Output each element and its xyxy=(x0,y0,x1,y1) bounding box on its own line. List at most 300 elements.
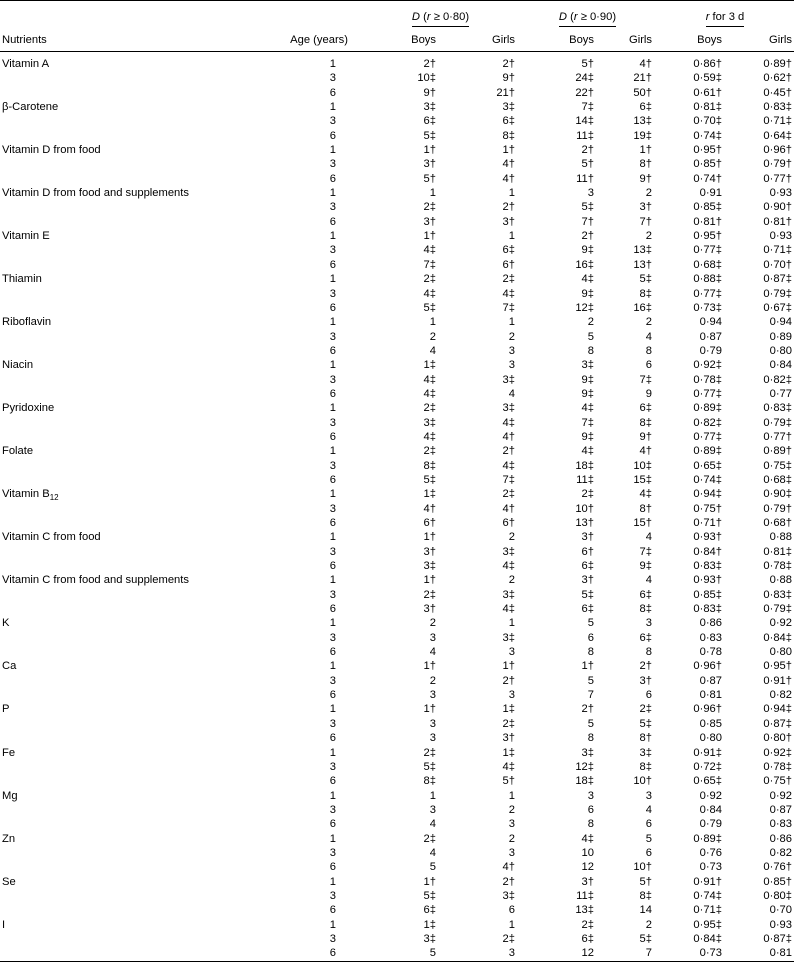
cell-boys-d80: 1‡ xyxy=(423,488,436,501)
cell-age: 1 xyxy=(329,230,336,243)
cell-boys-d80: 4‡ xyxy=(423,430,436,443)
cell-nutrient xyxy=(0,387,248,401)
column-header-row xyxy=(0,29,794,52)
cell-nutrient: Vitamin A xyxy=(2,58,50,70)
cell-age: 6 xyxy=(329,517,336,529)
cell-girls-r: 0·81 xyxy=(769,947,792,960)
cell-age: 3 xyxy=(329,373,336,386)
cell-boys-d90: 16‡ xyxy=(575,258,594,271)
cell-boys-r: 0·79 xyxy=(699,818,722,831)
table-row xyxy=(0,889,794,903)
cell-nutrient: I xyxy=(2,918,6,931)
cell-girls-r: 0·94 xyxy=(769,316,792,329)
cell-boys-r: 0·74‡ xyxy=(693,129,722,142)
table-row xyxy=(0,373,794,387)
cell-girls-d80: 2† xyxy=(502,445,515,458)
cell-girls-r: 0·79‡ xyxy=(763,603,792,616)
cell-boys-d80: 3† xyxy=(423,215,436,228)
cell-girls-d90: 2 xyxy=(645,918,652,931)
cell-girls-d90: 16‡ xyxy=(633,301,652,314)
cell-age: 3 xyxy=(329,803,336,816)
table-row xyxy=(0,760,794,774)
cell-nutrient xyxy=(0,688,248,702)
cell-girls-d90: 3‡ xyxy=(639,746,652,759)
cell-boys-r: 0·85† xyxy=(693,158,722,171)
cell-girls-d80: 4‡ xyxy=(502,459,515,472)
cell-age: 1 xyxy=(329,58,336,70)
cell-boys-d90: 2† xyxy=(581,144,594,157)
cell-girls-r: 0·95† xyxy=(763,660,792,673)
table-row xyxy=(0,803,794,817)
cell-girls-d80: 3 xyxy=(508,947,515,960)
cell-age: 1 xyxy=(329,703,336,716)
cell-nutrient: Se xyxy=(2,875,16,888)
cell-boys-d90: 2† xyxy=(581,703,594,716)
cell-girls-d80: 4† xyxy=(502,158,515,171)
cell-girls-r: 0·92 xyxy=(769,617,792,630)
cell-boys-d90: 12 xyxy=(581,861,594,874)
cell-girls-r: 0·83‡ xyxy=(763,101,792,114)
cell-boys-d90: 8 xyxy=(587,344,594,357)
cell-boys-d90: 6‡ xyxy=(581,560,594,573)
cell-girls-d80: 1 xyxy=(508,316,515,329)
cell-age: 6 xyxy=(329,258,336,271)
cell-boys-d90: 12 xyxy=(581,947,594,960)
cell-boys-r: 0·95† xyxy=(693,230,722,243)
cell-girls-r: 0·77 xyxy=(769,387,792,400)
cell-age: 6 xyxy=(329,732,336,745)
cell-girls-r: 0·80 xyxy=(769,646,792,659)
cell-boys-d80: 5‡ xyxy=(423,301,436,314)
cell-boys-r: 0·72‡ xyxy=(693,760,722,773)
cell-age: 1 xyxy=(329,746,336,759)
cell-boys-d80: 9† xyxy=(423,86,436,99)
cell-girls-r: 0·76† xyxy=(763,861,792,874)
col-header-girls-r: Girls xyxy=(769,34,792,46)
cell-girls-d80: 8‡ xyxy=(502,129,515,142)
cell-nutrient xyxy=(0,157,248,171)
table-row xyxy=(0,86,794,100)
cell-girls-d80: 1 xyxy=(508,789,515,802)
cell-boys-d80: 1 xyxy=(429,789,436,802)
cell-boys-r: 0·86† xyxy=(693,58,722,70)
cell-boys-d90: 6† xyxy=(581,545,594,558)
cell-girls-r: 0·75‡ xyxy=(763,459,792,472)
cell-boys-d90: 5 xyxy=(587,717,594,730)
cell-age: 1 xyxy=(329,531,336,544)
cell-nutrient xyxy=(0,717,248,731)
cell-boys-r: 0·73 xyxy=(699,861,722,874)
cell-boys-r: 0·95† xyxy=(693,144,722,157)
table-row xyxy=(0,918,794,932)
cell-girls-d80: 2† xyxy=(502,201,515,214)
cell-age: 3 xyxy=(329,760,336,773)
cell-nutrient xyxy=(0,243,248,257)
cell-girls-d80: 9† xyxy=(502,72,515,85)
cell-age: 1 xyxy=(329,273,336,286)
cell-boys-r: 0·94 xyxy=(699,316,722,329)
cell-boys-d90: 3 xyxy=(587,789,594,802)
cell-age: 3 xyxy=(329,158,336,171)
cell-boys-r: 0·77‡ xyxy=(693,387,722,400)
cell-boys-d80: 4 xyxy=(429,846,436,859)
cell-girls-d80: 3‡ xyxy=(502,545,515,558)
cell-boys-r: 0·83‡ xyxy=(693,603,722,616)
cell-nutrient: K xyxy=(2,617,10,630)
cell-girls-r: 0·81‡ xyxy=(763,545,792,558)
cell-nutrient: Vitamin C from food and supplements xyxy=(2,574,189,587)
col-header-boys-d90: Boys xyxy=(569,34,594,46)
cell-boys-d90: 11‡ xyxy=(576,129,594,142)
cell-girls-d90: 19‡ xyxy=(633,129,652,142)
cell-age: 1 xyxy=(329,187,336,200)
cell-boys-d80: 8‡ xyxy=(423,459,436,472)
cell-boys-d90: 5 xyxy=(587,617,594,630)
bottom-rule xyxy=(0,961,794,965)
cell-girls-d90: 8‡ xyxy=(639,603,652,616)
cell-age: 1 xyxy=(329,875,336,888)
table-row xyxy=(0,588,794,602)
table-row xyxy=(0,229,794,243)
cell-nutrient xyxy=(0,588,248,602)
cell-nutrient xyxy=(0,287,248,301)
cell-girls-r: 0·87 xyxy=(769,803,792,816)
cell-nutrient xyxy=(0,860,248,874)
cell-age: 3 xyxy=(329,932,336,945)
cell-boys-d80: 3† xyxy=(423,545,436,558)
cell-girls-d90: 6‡ xyxy=(639,101,652,114)
cell-girls-r: 0·88 xyxy=(769,531,792,544)
cell-nutrient xyxy=(0,71,248,85)
cell-boys-d90: 5 xyxy=(587,330,594,343)
cell-girls-d80: 4† xyxy=(502,172,515,185)
cell-girls-r: 0·68† xyxy=(763,517,792,529)
cell-boys-d90: 8 xyxy=(587,646,594,659)
cell-girls-d90: 9‡ xyxy=(639,560,652,573)
cell-girls-d90: 6 xyxy=(645,359,652,372)
cell-girls-d80: 5† xyxy=(502,775,515,788)
cell-boys-r: 0·93† xyxy=(693,531,722,544)
cell-nutrient xyxy=(0,645,248,659)
cell-girls-r: 0·90† xyxy=(763,201,792,214)
cell-girls-d80: 2 xyxy=(508,574,515,587)
cell-boys-d80: 3 xyxy=(429,717,436,730)
cell-boys-d90: 4‡ xyxy=(581,273,594,286)
table-row xyxy=(0,430,794,444)
cell-age: 6 xyxy=(329,818,336,831)
cell-boys-d90: 7‡ xyxy=(581,416,594,429)
cell-age: 3 xyxy=(329,631,336,644)
cell-boys-r: 0·65‡ xyxy=(693,775,722,788)
cell-age: 3 xyxy=(329,330,336,343)
cell-age: 6 xyxy=(329,947,336,960)
cell-girls-d80: 1 xyxy=(508,918,515,931)
table-row xyxy=(0,717,794,731)
cell-nutrient xyxy=(0,215,248,229)
cell-age: 1 xyxy=(329,359,336,372)
cell-girls-d80: 1† xyxy=(502,660,515,673)
cell-girls-d90: 6‡ xyxy=(639,588,652,601)
cell-age: 1 xyxy=(329,660,336,673)
table-row xyxy=(0,616,794,630)
cell-nutrient xyxy=(0,803,248,817)
cell-girls-d90: 5‡ xyxy=(639,932,652,945)
cell-girls-d90: 2 xyxy=(645,187,652,200)
cell-girls-d80: 7‡ xyxy=(502,473,515,486)
cell-age: 3 xyxy=(329,287,336,300)
cell-girls-r: 0·81† xyxy=(763,215,792,228)
table-row xyxy=(0,416,794,430)
cell-boys-d90: 2‡ xyxy=(581,488,594,501)
cell-nutrient xyxy=(0,172,248,186)
cell-age: 6 xyxy=(329,904,336,917)
cell-boys-d80: 5 xyxy=(429,861,436,874)
cell-girls-r: 0·86 xyxy=(769,832,792,845)
table-row xyxy=(0,817,794,831)
cell-boys-r: 0·59‡ xyxy=(693,72,722,85)
cell-boys-r: 0·84† xyxy=(693,545,722,558)
cell-girls-d90: 8‡ xyxy=(639,760,652,773)
cell-age: 1 xyxy=(329,402,336,415)
cell-nutrient: Pyridoxine xyxy=(2,402,55,415)
cell-girls-d80: 2‡ xyxy=(502,717,515,730)
cell-age: 3 xyxy=(329,459,336,472)
cell-boys-d80: 4‡ xyxy=(423,287,436,300)
cell-boys-d90: 6 xyxy=(587,631,594,644)
cell-girls-d80: 3 xyxy=(508,846,515,859)
cell-girls-d90: 9 xyxy=(645,387,652,400)
table-row xyxy=(0,258,794,272)
cell-nutrient xyxy=(0,674,248,688)
cell-boys-r: 0·61† xyxy=(693,86,722,99)
cell-nutrient: Ca xyxy=(2,660,17,673)
cell-girls-r: 0·88 xyxy=(769,574,792,587)
cell-girls-r: 0·64‡ xyxy=(763,129,792,142)
cell-girls-r: 0·85† xyxy=(763,875,792,888)
cell-boys-r: 0·87 xyxy=(699,674,722,687)
table-row xyxy=(0,401,794,415)
cell-boys-d90: 10 xyxy=(581,846,594,859)
table-row xyxy=(0,946,794,961)
cell-boys-d90: 9‡ xyxy=(581,287,594,300)
cell-girls-d80: 2‡ xyxy=(502,273,515,286)
cell-nutrient xyxy=(0,932,248,946)
cell-boys-d80: 1† xyxy=(423,875,436,888)
cell-nutrient: Mg xyxy=(2,789,18,802)
cell-girls-d80: 3 xyxy=(508,818,515,831)
cell-boys-d80: 2† xyxy=(423,58,436,70)
cell-boys-d80: 4‡ xyxy=(423,244,436,257)
table-row xyxy=(0,774,794,788)
table-row xyxy=(0,444,794,458)
cell-boys-r: 0·81 xyxy=(699,689,722,702)
table-row xyxy=(0,530,794,544)
cell-boys-d90: 24‡ xyxy=(575,72,594,85)
cell-age: 1 xyxy=(329,918,336,931)
cell-girls-d90: 4‡ xyxy=(639,488,652,501)
table-row xyxy=(0,272,794,286)
table-row xyxy=(0,157,794,171)
cell-boys-d90: 10† xyxy=(575,502,594,515)
cell-nutrient xyxy=(0,774,248,788)
cell-girls-d90: 8† xyxy=(639,732,652,745)
cell-age: 6 xyxy=(329,689,336,702)
cell-age: 6 xyxy=(329,215,336,228)
cell-nutrient: Niacin xyxy=(2,359,34,372)
cell-girls-d90: 5† xyxy=(639,875,652,888)
cell-age: 1 xyxy=(329,488,336,501)
cell-boys-r: 0·85‡ xyxy=(693,201,722,214)
cell-girls-d90: 7† xyxy=(639,215,652,228)
cell-girls-d90: 9† xyxy=(639,430,652,443)
cell-girls-d90: 14 xyxy=(639,904,652,917)
cell-nutrient xyxy=(0,129,248,143)
cell-boys-d90: 7‡ xyxy=(581,101,594,114)
cell-girls-d80: 6† xyxy=(502,258,515,271)
cell-boys-r: 0·74‡ xyxy=(693,889,722,902)
table-row xyxy=(0,243,794,257)
cell-boys-d80: 5‡ xyxy=(423,760,436,773)
cell-boys-d90: 9‡ xyxy=(581,244,594,257)
cell-boys-d80: 2‡ xyxy=(423,445,436,458)
cell-nutrient xyxy=(0,373,248,387)
cell-age: 3 xyxy=(329,416,336,429)
cell-girls-d80: 3 xyxy=(508,646,515,659)
cell-boys-r: 0·89‡ xyxy=(693,402,722,415)
cell-boys-d80: 1† xyxy=(423,531,436,544)
cell-nutrient xyxy=(0,502,248,516)
cell-boys-d90: 6‡ xyxy=(581,932,594,945)
cell-boys-d80: 2‡ xyxy=(423,832,436,845)
cell-boys-d90: 7 xyxy=(587,689,594,702)
cell-girls-d90: 9† xyxy=(639,172,652,185)
cell-boys-d90: 6‡ xyxy=(581,603,594,616)
cell-boys-d80: 1† xyxy=(423,230,436,243)
cell-nutrient xyxy=(0,559,248,573)
cell-girls-d90: 6‡ xyxy=(639,402,652,415)
cell-girls-r: 0·80 xyxy=(769,344,792,357)
cell-boys-d90: 2† xyxy=(581,230,594,243)
cell-girls-d90: 15‡ xyxy=(633,473,652,486)
table-row xyxy=(0,129,794,143)
cell-boys-d80: 4‡ xyxy=(423,373,436,386)
cell-girls-r: 0·80‡ xyxy=(763,889,792,902)
cell-boys-d90: 3† xyxy=(581,531,594,544)
cell-nutrient xyxy=(0,344,248,358)
cell-girls-r: 0·75† xyxy=(763,775,792,788)
cell-boys-d90: 4‡ xyxy=(581,445,594,458)
table-row xyxy=(0,789,794,803)
cell-girls-r: 0·79‡ xyxy=(763,287,792,300)
table-body xyxy=(0,57,794,961)
cell-girls-d80: 3‡ xyxy=(502,402,515,415)
cell-boys-d90: 8 xyxy=(587,818,594,831)
table-row xyxy=(0,330,794,344)
table-row xyxy=(0,186,794,200)
cell-girls-r: 0·89 xyxy=(769,330,792,343)
cell-age: 6 xyxy=(329,344,336,357)
cell-nutrient xyxy=(0,330,248,344)
cell-girls-d90: 3 xyxy=(645,617,652,630)
cell-boys-d90: 13† xyxy=(575,517,594,529)
table-row xyxy=(0,688,794,702)
cell-age: 3 xyxy=(329,72,336,85)
table-row xyxy=(0,459,794,473)
cell-girls-r: 0·96† xyxy=(763,144,792,157)
cell-nutrient xyxy=(0,459,248,473)
cell-boys-r: 0·65‡ xyxy=(693,459,722,472)
cell-girls-d80: 21† xyxy=(496,86,515,99)
cell-nutrient xyxy=(0,258,248,272)
cell-boys-d80: 1† xyxy=(423,574,436,587)
cell-boys-r: 0·96† xyxy=(693,660,722,673)
cell-boys-r: 0·94‡ xyxy=(693,488,722,501)
cell-boys-d80: 1 xyxy=(429,187,436,200)
cell-girls-d80: 3‡ xyxy=(502,889,515,902)
cell-boys-d90: 4‡ xyxy=(581,832,594,845)
cell-girls-d90: 10‡ xyxy=(633,459,652,472)
cell-girls-d80: 1‡ xyxy=(502,703,515,716)
table-row xyxy=(0,516,794,530)
cell-age: 1 xyxy=(329,574,336,587)
cell-boys-d90: 22† xyxy=(575,86,594,99)
cell-boys-r: 0·91 xyxy=(699,187,722,200)
cell-boys-d90: 4‡ xyxy=(581,402,594,415)
cell-girls-d90: 8 xyxy=(645,344,652,357)
cell-nutrient xyxy=(0,946,248,961)
table-row xyxy=(0,631,794,645)
cell-girls-d80: 3 xyxy=(508,689,515,702)
cell-boys-r: 0·80 xyxy=(699,732,722,745)
cell-age: 1 xyxy=(329,445,336,458)
cell-girls-d90: 1† xyxy=(639,144,652,157)
cell-boys-r: 0·73 xyxy=(699,947,722,960)
cell-boys-d80: 3 xyxy=(429,689,436,702)
cell-age: 6 xyxy=(329,646,336,659)
cell-age: 6 xyxy=(329,430,336,443)
cell-boys-d80: 1‡ xyxy=(423,359,436,372)
cell-girls-d90: 6 xyxy=(645,689,652,702)
cell-boys-d90: 12‡ xyxy=(575,760,594,773)
table-row xyxy=(0,487,794,501)
cell-boys-d90: 8 xyxy=(587,732,594,745)
table-row xyxy=(0,301,794,315)
cell-boys-d80: 5‡ xyxy=(423,129,436,142)
cell-girls-d80: 3† xyxy=(502,215,515,228)
cell-boys-d80: 5† xyxy=(423,172,436,185)
cell-girls-d90: 8‡ xyxy=(639,416,652,429)
cell-girls-d90: 6 xyxy=(645,846,652,859)
cell-girls-d90: 5 xyxy=(645,832,652,845)
cell-boys-r: 0·71‡ xyxy=(693,904,722,917)
cell-nutrient xyxy=(0,516,248,530)
table-row xyxy=(0,287,794,301)
cell-girls-d80: 6 xyxy=(508,904,515,917)
table-row xyxy=(0,659,794,673)
cell-boys-d90: 2‡ xyxy=(581,918,594,931)
cell-age: 1 xyxy=(329,101,336,114)
cell-boys-d90: 3‡ xyxy=(581,746,594,759)
cell-girls-r: 0·79‡ xyxy=(763,416,792,429)
cell-boys-d80: 3‡ xyxy=(423,416,436,429)
cell-boys-d80: 1† xyxy=(423,144,436,157)
cell-girls-d90: 15† xyxy=(633,517,652,529)
cell-boys-r: 0·71† xyxy=(693,517,722,529)
cell-girls-d80: 3 xyxy=(508,359,515,372)
cell-girls-d80: 3† xyxy=(502,732,515,745)
cell-boys-d80: 5‡ xyxy=(423,473,436,486)
cell-boys-d90: 11‡ xyxy=(576,889,594,902)
